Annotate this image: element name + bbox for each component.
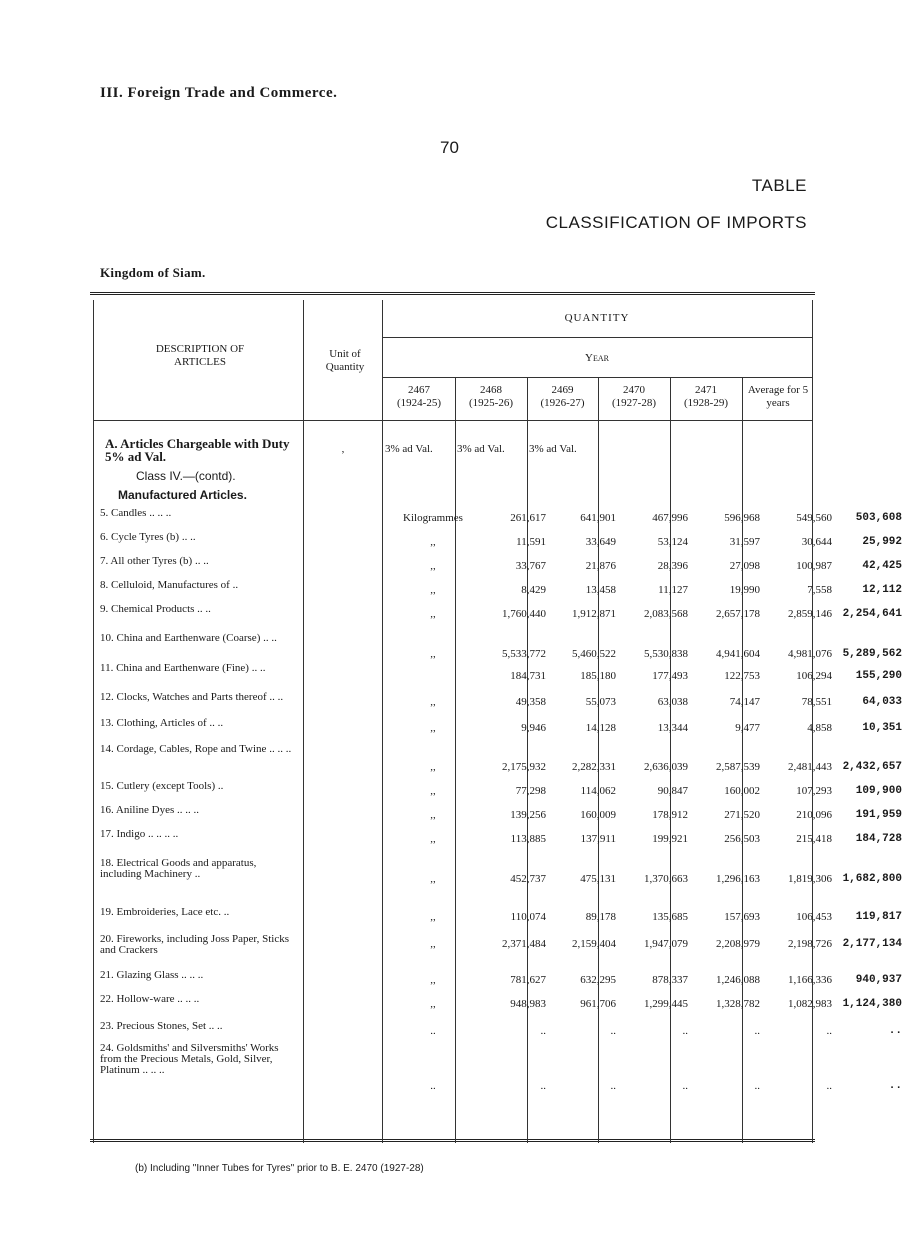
row-value: 177,493 bbox=[652, 670, 688, 682]
row-value: 271,520 bbox=[724, 809, 760, 821]
row-value: 2,083,568 bbox=[644, 608, 688, 620]
header-average: Average for 5 years bbox=[747, 384, 809, 409]
row-value: 55,073 bbox=[585, 696, 616, 708]
header-description: DESCRIPTION OF ARTICLES bbox=[155, 343, 245, 368]
row-value: 475,131 bbox=[580, 873, 616, 885]
row-description: 12. Clocks, Watches and Parts thereof .. .. bbox=[100, 691, 284, 703]
row-average: 155,290 bbox=[855, 670, 902, 682]
row-value: 878,337 bbox=[652, 974, 688, 986]
row-average: 1,124,380 bbox=[842, 998, 902, 1010]
row-unit: ,, bbox=[430, 648, 436, 660]
row-value: 9,477 bbox=[735, 722, 760, 734]
row-unit: ,, bbox=[430, 938, 436, 950]
row-description: 18. Electrical Goods and apparatus, including Machinery .. bbox=[100, 857, 257, 880]
row-average: 184,728 bbox=[855, 833, 902, 845]
row-unit: ,, bbox=[430, 998, 436, 1010]
row-value: 28,396 bbox=[657, 560, 688, 572]
row-value: 19,990 bbox=[729, 584, 760, 596]
row-value: 1,760,440 bbox=[502, 608, 546, 620]
page-number: 70 bbox=[440, 138, 459, 157]
row-unit: ,, bbox=[430, 584, 436, 596]
row-value: 106,294 bbox=[796, 670, 832, 682]
row-value: 452,737 bbox=[510, 873, 546, 885]
row-value: 961,706 bbox=[580, 998, 616, 1010]
row-value: .. bbox=[610, 1080, 616, 1092]
row-value: 160,002 bbox=[724, 785, 760, 797]
row-value: 185,180 bbox=[580, 670, 616, 682]
row-description: 20. Fireworks, including Joss Paper, Sticks and Crackers bbox=[100, 933, 289, 956]
row-description: 24. Goldsmiths' and Silversmiths' Works from the Precious Metals, Gold, Silver, Platinum .. .. .. bbox=[100, 1042, 279, 1076]
row-average: 42,425 bbox=[862, 560, 902, 572]
row-value: 7,558 bbox=[807, 584, 832, 596]
row-value: 2,175,932 bbox=[502, 761, 546, 773]
row-description: 10. China and Earthenware (Coarse) .. .. bbox=[100, 632, 277, 644]
row-value: 4,858 bbox=[807, 722, 832, 734]
row-description: 21. Glazing Glass .. .. .. bbox=[100, 969, 204, 981]
row-description: 17. Indigo .. .. .. .. bbox=[100, 828, 179, 840]
row-average: 503,608 bbox=[855, 512, 902, 524]
row-unit: ,, bbox=[430, 833, 436, 845]
row-value: 4,981,076 bbox=[788, 648, 832, 660]
row-average: 10,351 bbox=[862, 722, 902, 734]
row-value: 1,246,088 bbox=[716, 974, 760, 986]
table-left-border bbox=[93, 300, 94, 1143]
header-year-col: 2469 (1926-27) bbox=[540, 384, 585, 409]
column-divider bbox=[303, 300, 304, 1143]
row-value: 30,644 bbox=[801, 536, 832, 548]
row-description: 23. Precious Stones, Set .. .. bbox=[100, 1020, 223, 1032]
row-value: 210,096 bbox=[796, 809, 832, 821]
section-a-title: A. Articles Chargeable with Duty 5% ad Val. bbox=[105, 436, 290, 464]
row-value: 178,912 bbox=[652, 809, 688, 821]
row-value: 135,685 bbox=[652, 911, 688, 923]
row-unit: ,, bbox=[430, 560, 436, 572]
row-unit: ,, bbox=[430, 873, 436, 885]
row-value: 2,159,404 bbox=[572, 938, 616, 950]
row-value: 2,282,331 bbox=[572, 761, 616, 773]
row-value: 90,847 bbox=[657, 785, 688, 797]
row-value: 27,098 bbox=[729, 560, 760, 572]
row-value: .. bbox=[682, 1025, 688, 1037]
row-value: 160,009 bbox=[580, 809, 616, 821]
row-description: 8. Celluloid, Manufactures of .. bbox=[100, 579, 239, 591]
row-value: 467,996 bbox=[652, 512, 688, 524]
row-unit: Kilogrammes bbox=[403, 512, 463, 524]
header-year-col: 2468 (1925-26) bbox=[469, 384, 513, 409]
row-value: 1,819,306 bbox=[788, 873, 832, 885]
table-bottom-rule bbox=[90, 1139, 815, 1145]
row-description: 5. Candles .. .. .. bbox=[100, 507, 172, 519]
row-value: .. bbox=[754, 1025, 760, 1037]
row-value: 106,453 bbox=[796, 911, 832, 923]
row-description: 16. Aniline Dyes .. .. .. bbox=[100, 804, 199, 816]
row-value: .. bbox=[540, 1080, 546, 1092]
row-value: 74,147 bbox=[729, 696, 760, 708]
row-average: 2,254,641 bbox=[842, 608, 902, 620]
row-description: 9. Chemical Products .. .. bbox=[100, 603, 211, 615]
row-value: 641,901 bbox=[580, 512, 616, 524]
row-average: .. bbox=[888, 1080, 902, 1092]
row-unit: .. bbox=[430, 1025, 436, 1037]
row-value: 89,178 bbox=[585, 911, 616, 923]
row-value: 21,876 bbox=[585, 560, 616, 572]
header-year-col: 2467 (1924-25) bbox=[397, 384, 441, 409]
row-value: 948,983 bbox=[510, 998, 546, 1010]
header-divider bbox=[382, 337, 812, 338]
row-value: 1,299,445 bbox=[644, 998, 688, 1010]
row-value: .. bbox=[610, 1025, 616, 1037]
header-year: Year bbox=[585, 352, 609, 364]
row-unit: ,, bbox=[430, 608, 436, 620]
row-average: 109,900 bbox=[855, 785, 902, 797]
subclass-label: Manufactured Articles. bbox=[118, 488, 247, 502]
row-value: 11,127 bbox=[658, 584, 688, 596]
duty-rate: 3% ad Val. bbox=[385, 443, 433, 455]
row-description: 7. All other Tyres (b) .. .. bbox=[100, 555, 209, 567]
row-value: 199,921 bbox=[652, 833, 688, 845]
row-value: 1,296,163 bbox=[716, 873, 760, 885]
row-value: .. bbox=[540, 1025, 546, 1037]
row-value: 5,533,772 bbox=[502, 648, 546, 660]
footnote: (b) Including "Inner Tubes for Tyres" prior to B. E. 2470 (1927-28) bbox=[135, 1163, 424, 1174]
row-value: 113,885 bbox=[510, 833, 546, 845]
row-value: 184,731 bbox=[510, 670, 546, 682]
row-value: 139,256 bbox=[510, 809, 546, 821]
row-value: 2,371,484 bbox=[502, 938, 546, 950]
row-value: .. bbox=[682, 1080, 688, 1092]
row-average: 2,177,134 bbox=[842, 938, 902, 950]
row-value: 107,293 bbox=[796, 785, 832, 797]
column-divider bbox=[382, 300, 383, 1143]
row-value: .. bbox=[826, 1080, 832, 1092]
row-unit: ,, bbox=[430, 974, 436, 986]
row-value: 596,968 bbox=[724, 512, 760, 524]
row-value: 77,298 bbox=[515, 785, 546, 797]
row-average: 5,289,562 bbox=[842, 648, 902, 660]
row-value: 63,038 bbox=[657, 696, 688, 708]
duty-rate: 3% ad Val. bbox=[529, 443, 577, 455]
row-value: 8,429 bbox=[521, 584, 546, 596]
header-bottom-rule bbox=[93, 420, 812, 421]
row-description: 22. Hollow-ware .. .. .. bbox=[100, 993, 200, 1005]
row-value: 1,912,871 bbox=[572, 608, 616, 620]
row-unit: ,, bbox=[430, 722, 436, 734]
row-value: 2,198,726 bbox=[788, 938, 832, 950]
row-value: 53,124 bbox=[657, 536, 688, 548]
table-top-rule bbox=[90, 292, 815, 298]
row-value: 2,208,979 bbox=[716, 938, 760, 950]
row-value: 2,587,539 bbox=[716, 761, 760, 773]
kingdom-label: Kingdom of Siam. bbox=[100, 265, 206, 280]
row-value: 215,418 bbox=[796, 833, 832, 845]
row-value: 1,947,079 bbox=[644, 938, 688, 950]
row-value: 110,074 bbox=[510, 911, 546, 923]
row-value: 1,082,983 bbox=[788, 998, 832, 1010]
row-value: 137,911 bbox=[580, 833, 616, 845]
header-unit: Unit of Quantity bbox=[325, 348, 365, 373]
row-value: 100,987 bbox=[796, 560, 832, 572]
row-unit: ,, bbox=[430, 809, 436, 821]
row-value: 2,636,039 bbox=[644, 761, 688, 773]
row-value: 114,062 bbox=[580, 785, 616, 797]
row-value: 549,560 bbox=[796, 512, 832, 524]
class-label: Class IV.—(contd). bbox=[136, 469, 236, 483]
row-value: 78,551 bbox=[801, 696, 832, 708]
row-unit: ,, bbox=[430, 911, 436, 923]
row-description: 13. Clothing, Articles of .. .. bbox=[100, 717, 224, 729]
section-a-unit: , bbox=[341, 443, 345, 455]
row-unit: ,, bbox=[430, 785, 436, 797]
row-value: 31,597 bbox=[729, 536, 760, 548]
row-average: 191,959 bbox=[855, 809, 902, 821]
row-average: 64,033 bbox=[862, 696, 902, 708]
row-value: 14,128 bbox=[585, 722, 616, 734]
row-value: 122,753 bbox=[724, 670, 760, 682]
row-value: 49,358 bbox=[515, 696, 546, 708]
row-average: 25,992 bbox=[862, 536, 902, 548]
header-year-col: 2471 (1928-29) bbox=[684, 384, 728, 409]
row-value: 5,530,838 bbox=[644, 648, 688, 660]
row-description: 6. Cycle Tyres (b) .. .. bbox=[100, 531, 196, 543]
duty-rate: 3% ad Val. bbox=[457, 443, 505, 455]
row-unit: ,, bbox=[430, 696, 436, 708]
row-description: 19. Embroideries, Lace etc. .. bbox=[100, 906, 230, 918]
row-value: 9,946 bbox=[521, 722, 546, 734]
row-value: 2,859,146 bbox=[788, 608, 832, 620]
row-description: 11. China and Earthenware (Fine) .. .. bbox=[100, 662, 266, 674]
row-description: 15. Cutlery (except Tools) .. bbox=[100, 780, 224, 792]
row-value: 256,503 bbox=[724, 833, 760, 845]
row-value: 13,458 bbox=[585, 584, 616, 596]
row-description: 14. Cordage, Cables, Rope and Twine .. .. .. bbox=[100, 743, 292, 755]
row-average: 119,817 bbox=[855, 911, 902, 923]
row-value: 261,617 bbox=[510, 512, 546, 524]
row-value: 781,627 bbox=[510, 974, 546, 986]
row-value: 1,328,782 bbox=[716, 998, 760, 1010]
row-value: 4,941,604 bbox=[716, 648, 760, 660]
row-average: .. bbox=[888, 1025, 902, 1037]
row-value: 632,295 bbox=[580, 974, 616, 986]
header-year-col: 2470 (1927-28) bbox=[612, 384, 656, 409]
row-value: 1,166,336 bbox=[788, 974, 832, 986]
table-label: TABLE bbox=[751, 176, 807, 195]
row-value: 5,460,522 bbox=[572, 648, 616, 660]
row-value: 1,370,663 bbox=[644, 873, 688, 885]
row-unit: ,, bbox=[430, 761, 436, 773]
header-quantity: QUANTITY bbox=[564, 312, 630, 324]
row-average: 1,682,800 bbox=[842, 873, 902, 885]
section-heading: III. Foreign Trade and Commerce. bbox=[100, 85, 338, 101]
table-title: CLASSIFICATION OF IMPORTS bbox=[545, 213, 807, 232]
row-value: 13,344 bbox=[657, 722, 688, 734]
row-value: .. bbox=[826, 1025, 832, 1037]
row-average: 2,432,657 bbox=[842, 761, 902, 773]
row-value: 2,657,178 bbox=[716, 608, 760, 620]
row-unit: .. bbox=[430, 1080, 436, 1092]
row-value: 33,649 bbox=[585, 536, 616, 548]
row-value: 33,767 bbox=[515, 560, 546, 572]
header-divider bbox=[382, 377, 812, 378]
row-unit: ,, bbox=[430, 536, 436, 548]
row-value: 2,481,443 bbox=[788, 761, 832, 773]
row-average: 940,937 bbox=[855, 974, 902, 986]
row-average: 12,112 bbox=[862, 584, 902, 596]
row-value: .. bbox=[754, 1080, 760, 1092]
row-value: 157,693 bbox=[724, 911, 760, 923]
row-value: 11,591 bbox=[516, 536, 546, 548]
